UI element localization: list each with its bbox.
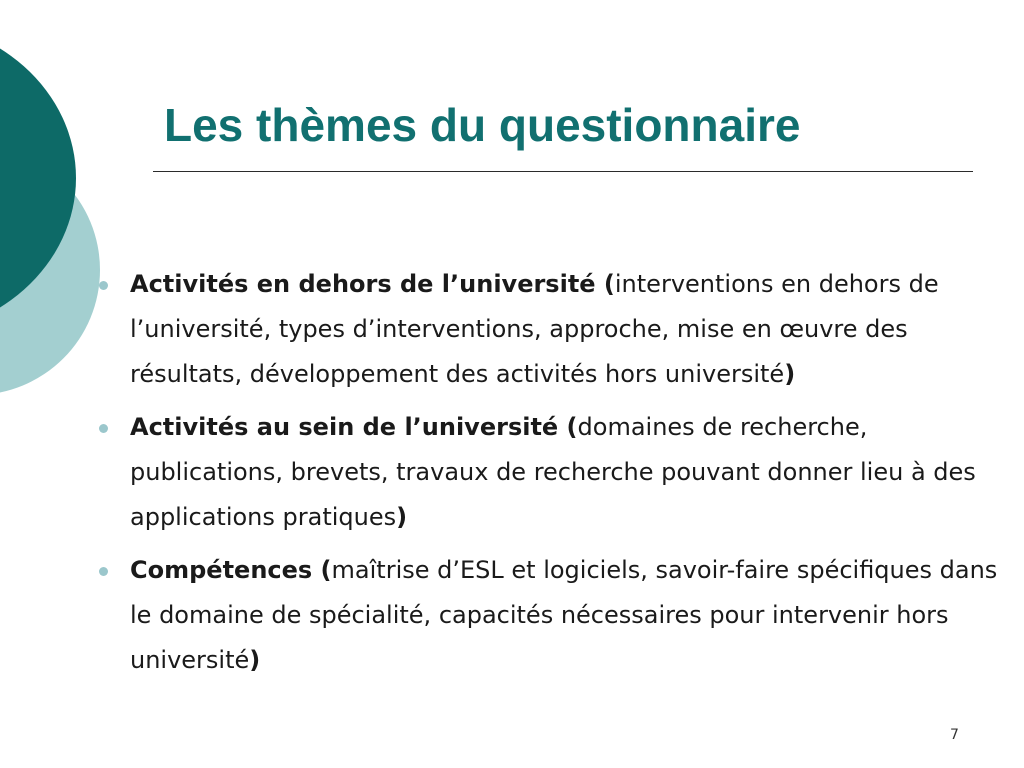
bullet-detail: domaines de recherche, publications, brevets, travaux de recherche pouvant donner lieu à des applications pratiques: [130, 413, 976, 531]
bullet-close-paren: ): [396, 503, 408, 531]
bullet-item: [130, 405, 1010, 540]
title-underline: [153, 171, 973, 172]
bullet-close-paren: ): [784, 360, 796, 388]
bullet-dot-icon: [99, 567, 108, 576]
bullet-item: [130, 548, 1010, 683]
bullet-detail: interventions en dehors de l’université, types d’interventions, approche, mise en œuvre des résultats, développement des activités hors université: [130, 270, 939, 388]
bullet-heading: Activités au sein de l’université: [130, 413, 559, 441]
slide-title: Les thèmes du questionnaire: [164, 99, 801, 151]
bullet-open-paren: (: [558, 413, 578, 441]
bullet-detail: maîtrise d’ESL et logiciels, savoir-faire spécifiques dans le domaine de spécialité, capacités nécessaires pour intervenir hors université: [130, 556, 998, 674]
bullet-heading: Activités en dehors de l’université: [130, 270, 596, 298]
bullet-dot-icon: [99, 424, 108, 433]
bullet-heading: Compétences: [130, 556, 313, 584]
bullet-item: [130, 262, 1010, 397]
bullet-dot-icon: [99, 281, 108, 290]
bullet-open-paren: (: [312, 556, 332, 584]
bullet-list: [130, 262, 1010, 691]
page-number: 7: [950, 727, 959, 743]
bullet-close-paren: ): [249, 646, 261, 674]
bullet-open-paren: (: [595, 270, 615, 298]
